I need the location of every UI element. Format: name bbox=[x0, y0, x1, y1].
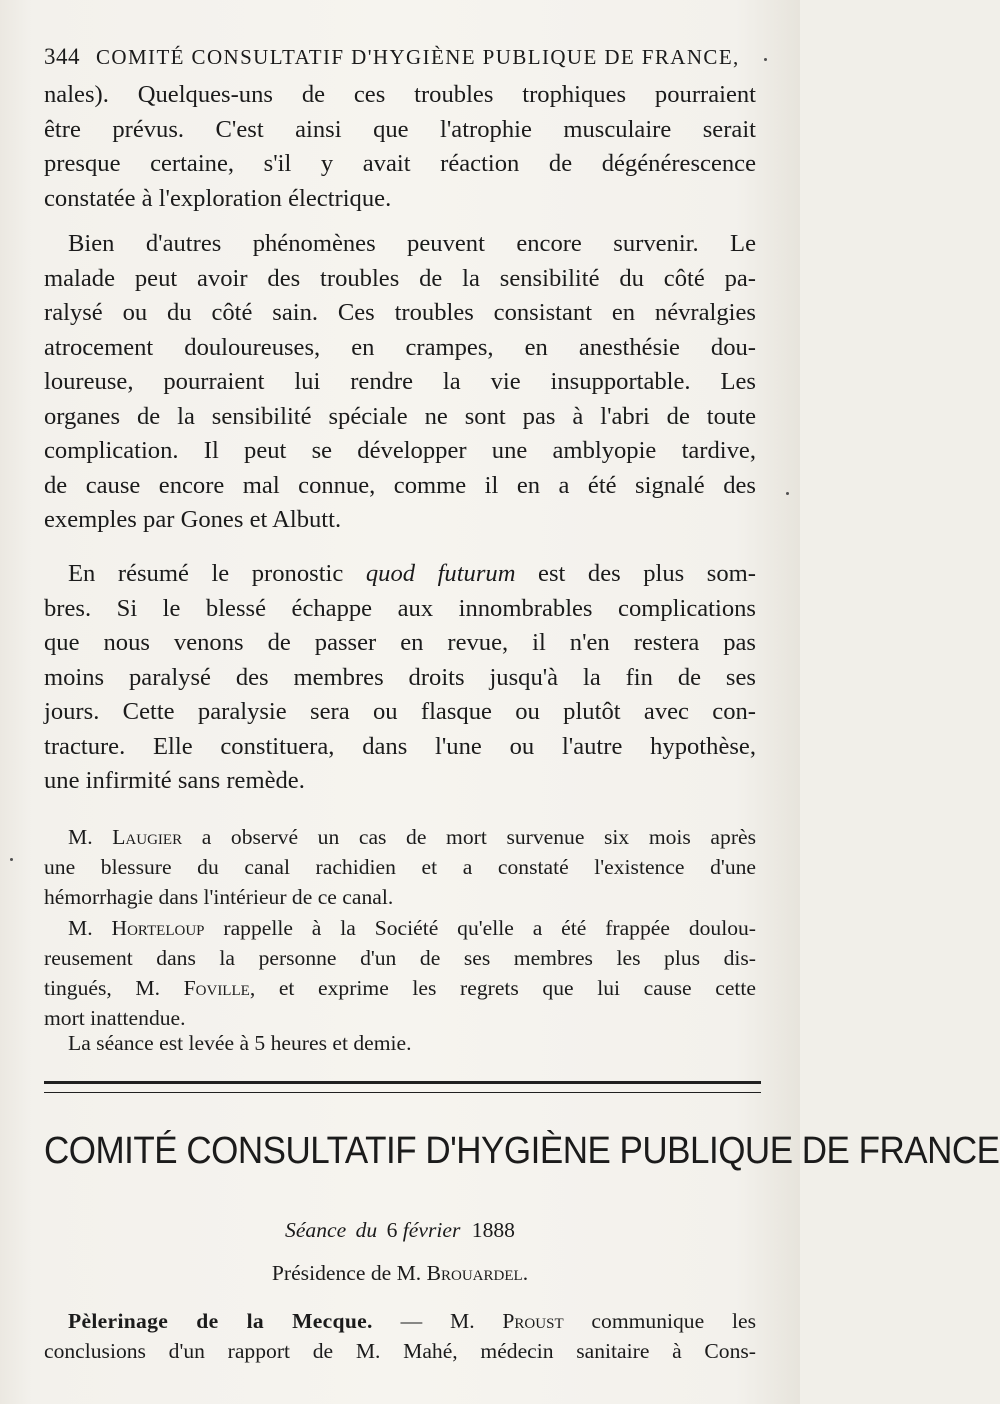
text-line: moins paralysé des membres droits jusqu'à la fin de ses bbox=[44, 663, 756, 691]
running-head bbox=[44, 41, 756, 73]
text-line: organes de la sensibilité spéciale ne sont pas à l'abri de toute bbox=[44, 402, 756, 430]
paragraph-3 bbox=[44, 557, 756, 799]
text-line: une infirmité sans remède. bbox=[44, 767, 305, 794]
session-year: 1888 bbox=[471, 1218, 515, 1242]
text-line: conclusions d'un rapport de M. Mahé, médecin sanitaire à Cons- bbox=[44, 1339, 756, 1363]
text-span: rappelle à la Société qu'elle a été frappée doulou- bbox=[204, 916, 756, 940]
text-line: que nous venons de passer en revue, il n'en restera pas bbox=[44, 629, 756, 656]
text-line: constatée à l'exploration électrique. bbox=[44, 184, 392, 212]
text-line: bres. Si le blessé échappe aux innombrables complications bbox=[44, 594, 756, 622]
text-line: atrocement douloureuses, en crampes, en anesthésie dou- bbox=[44, 333, 756, 361]
text-span: communique les bbox=[563, 1309, 756, 1333]
session-mid: du bbox=[355, 1218, 378, 1242]
text-span: — M. bbox=[372, 1309, 503, 1333]
text-line: jours. Cette paralysie sera ou flasque ou plutôt avec con- bbox=[44, 698, 756, 725]
text-line: hémorrhagie dans l'intérieur de ce canal. bbox=[44, 885, 394, 909]
person-name: Laugier bbox=[112, 825, 183, 849]
pilgrimage-heading: Pèlerinage de la Mecque. bbox=[68, 1309, 373, 1333]
text-line: presque certaine, s'il y avait réaction de dégénérescence bbox=[44, 150, 756, 177]
paragraph-6 bbox=[44, 1028, 756, 1058]
text-span: M. bbox=[68, 916, 112, 940]
text-line: mort inattendue. bbox=[44, 1006, 186, 1030]
text-line: La séance est levée à 5 heures et demie. bbox=[68, 1031, 412, 1055]
ink-speck bbox=[764, 58, 767, 61]
session-label: Séance bbox=[285, 1218, 347, 1242]
page-number: 344 bbox=[44, 44, 80, 69]
text-line bbox=[44, 822, 756, 852]
text-line: ralysé ou du côté sain. Ces troubles consistant en névralgies bbox=[44, 299, 756, 326]
ink-speck bbox=[786, 492, 789, 495]
text-line: exemples par Gones et Albutt. bbox=[44, 506, 342, 533]
presidency-suffix: . bbox=[522, 1261, 529, 1285]
ink-speck bbox=[10, 858, 13, 861]
double-rule-thin bbox=[44, 1092, 761, 1093]
text-span: , et exprime les regrets que lui cause cette bbox=[249, 976, 756, 1000]
session-month: février bbox=[402, 1218, 461, 1242]
text-line: être prévus. C'est ainsi que l'atrophie musculaire serait bbox=[44, 115, 756, 143]
italic-phrase: quod futurum bbox=[365, 560, 516, 587]
text-span: a observé un cas de mort survenue six mois après bbox=[182, 825, 756, 849]
text-line: de cause encore mal connue, comme il en a été signalé des bbox=[44, 471, 756, 499]
person-name: Horteloup bbox=[111, 916, 205, 940]
text-span: En résumé le pronostic bbox=[68, 560, 366, 587]
text-line: tracture. Elle constituera, dans l'une ou l'autre hypothèse, bbox=[44, 732, 756, 760]
section-title: COMITÉ CONSULTATIF D'HYGIÈNE PUBLIQUE DE FRANCE bbox=[44, 1129, 1000, 1172]
double-rule-thick bbox=[44, 1081, 761, 1084]
paragraph-5 bbox=[44, 913, 756, 1033]
text-line: nales). Quelques-uns de ces troubles trophiques pourraient bbox=[44, 81, 756, 108]
text-line: loureuse, pourraient lui rendre la vie insupportable. Les bbox=[44, 368, 756, 395]
running-head-title: COMITÉ CONSULTATIF D'HYGIÈNE PUBLIQUE DE FRANCE, bbox=[96, 45, 740, 69]
text-line bbox=[44, 913, 756, 943]
person-name: Foville bbox=[183, 976, 250, 1000]
text-line: complication. Il peut se développer une amblyopie tardive, bbox=[44, 437, 756, 464]
paragraph-1 bbox=[44, 78, 756, 216]
presidency-prefix: Présidence de M. bbox=[271, 1261, 427, 1285]
presidency-line bbox=[44, 1257, 756, 1289]
text-line bbox=[44, 557, 756, 592]
president-name: Brouardel bbox=[426, 1261, 523, 1285]
session-day: 6 bbox=[386, 1218, 398, 1242]
text-line: reusement dans la personne d'un de ses membres les plus dis- bbox=[44, 946, 756, 970]
pilgrimage-paragraph bbox=[44, 1306, 756, 1366]
paragraph-2 bbox=[44, 227, 756, 538]
text-span: tingués, M. bbox=[44, 976, 184, 1000]
text-line bbox=[44, 973, 756, 1003]
session-date bbox=[44, 1214, 756, 1246]
text-line bbox=[44, 1306, 756, 1336]
paragraph-4 bbox=[44, 822, 756, 912]
person-name: Proust bbox=[502, 1309, 564, 1333]
text-line: Bien d'autres phénomènes peuvent encore survenir. Le bbox=[68, 230, 756, 257]
text-line: une blessure du canal rachidien et a constaté l'existence d'une bbox=[44, 855, 756, 879]
text-span: est des plus som- bbox=[515, 560, 756, 587]
text-line: malade peut avoir des troubles de la sensibilité du côté pa- bbox=[44, 264, 756, 292]
text-span: M. bbox=[68, 825, 113, 849]
